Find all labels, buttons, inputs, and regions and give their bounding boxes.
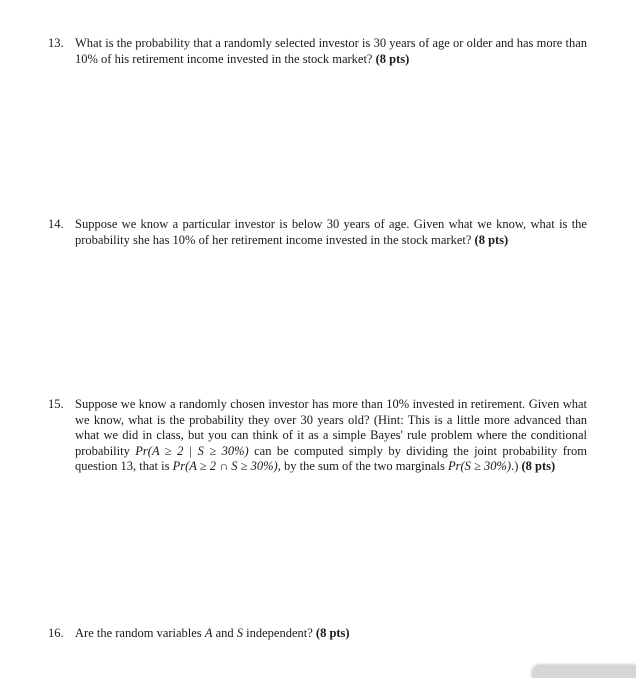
math-expression: Pr(A ≥ 2 ∩ S ≥ 30%) [172, 459, 278, 473]
corner-overlay [532, 665, 636, 678]
question-text: Suppose we know a particular investor is below 30 years of age. Given what we know, what is the probability she has 10% of her retirement income invested in the stock market? [75, 217, 587, 247]
math-expression: A [204, 625, 213, 640]
points-label: (8 pts) [521, 459, 556, 473]
math-expression: S [236, 625, 244, 640]
math-expression: Pr(A ≥ 2 | S ≥ 30%) [135, 443, 249, 458]
question-item [48, 217, 587, 248]
question-text: Are the random variables [75, 625, 205, 640]
question-text: can be computed simply by dividing the joint probability from question 13, that is [75, 443, 588, 473]
question-text: independent? [243, 625, 316, 640]
points-label: (8 pts) [375, 51, 410, 66]
question-item [48, 397, 587, 475]
question-text: .) [511, 459, 522, 473]
question-body [75, 217, 587, 248]
question-number: 14. [48, 217, 64, 231]
question-text: Suppose we know a randomly chosen investor has more than 10% invested in retirement. Given what we know, what is the probability they over 30 years old? (Hint: This is a little more advanced than what we did in class, but you can think of it as a simple Bayes' rule problem where the conditional probability [75, 397, 587, 458]
question-text: and [212, 625, 237, 640]
question-text: , by the sum of the two marginals [277, 459, 448, 473]
question-body [75, 36, 587, 67]
question-body [75, 397, 587, 475]
question-body [75, 626, 587, 642]
question-item [48, 626, 587, 642]
question-item [48, 36, 587, 67]
points-label: (8 pts) [315, 625, 350, 640]
points-label: (8 pts) [474, 232, 509, 247]
math-expression: Pr(S ≥ 30%) [447, 459, 512, 473]
question-number: 15. [48, 397, 64, 411]
question-number: 13. [48, 36, 64, 50]
question-number: 16. [48, 625, 64, 640]
question-text: What is the probability that a randomly selected investor is 30 years of age or older and has more than 10% of his retirement income invested in the stock market? [75, 36, 587, 66]
